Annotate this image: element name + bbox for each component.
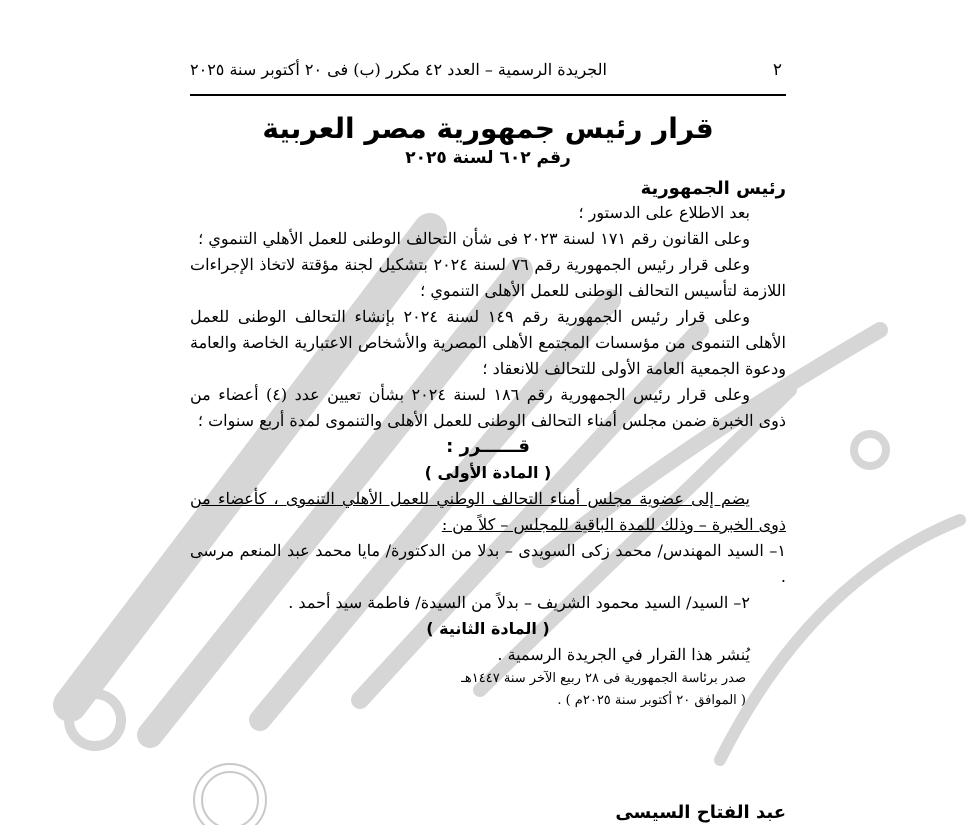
page-header bbox=[190, 60, 786, 84]
article-1-heading: ( المادة الأولى ) bbox=[424, 463, 552, 482]
preamble-line: بعد الاطلاع على الدستور ؛ bbox=[578, 203, 750, 222]
issue-date-gregorian: ( الموافق ٢٠ أكتوبر سنة ٢٠٢٥م ) . bbox=[557, 693, 746, 708]
running-head: الجريدة الرسمية – العدد ٤٢ مكرر (ب) فى ٢٠ أكتوبر سنة ٢٠٢٥ bbox=[190, 60, 607, 79]
page-number: ٢ bbox=[772, 60, 782, 80]
article-2-text: يُنشر هذا القرار في الجريدة الرسمية . bbox=[497, 645, 750, 664]
decided-heading: قــــــرر : bbox=[446, 436, 530, 457]
header-rule bbox=[190, 94, 786, 96]
preamble-line: وعلى قرار رئيس الجمهورية رقم ٧٦ لسنة ٢٠٢٤ بتشكيل لجنة مؤقتة لاتخاذ الإجراءات اللازمة لتأسيس التحالف الوطنى للعمل الأهلى التنموي ؛ bbox=[190, 255, 786, 300]
article-1-text: يضم إلى عضوية مجلس أمناء التحالف الوطني للعمل الأهلي التنموى ، كأعضاء من ذوى الخبرة – وذلك للمدة الباقية للمجلس – كلاً من : bbox=[190, 489, 786, 534]
decree-body bbox=[190, 200, 786, 712]
preamble-line: وعلى قرار رئيس الجمهورية رقم ١٨٦ لسنة ٢٠٢٤ بشأن تعيين عدد (٤) أعضاء من ذوى الخبرة ضمن مجلس أمناء التحالف الوطنى للعمل الأهلى والتنموى لمدة أربع سنوات ؛ bbox=[190, 385, 786, 430]
article-1-item: ١– السيد المهندس/ محمد زكى السويدى – بدلا من الدكتورة/ مايا محمد عبد المنعم مرسى . bbox=[190, 541, 786, 586]
preamble-line: وعلى القانون رقم ١٧١ لسنة ٢٠٢٣ فى شأن التحالف الوطنى للعمل الأهلي التنموي ؛ bbox=[198, 229, 750, 248]
signature: عبد الفتاح السيسى bbox=[615, 802, 786, 823]
article-2-heading: ( المادة الثانية ) bbox=[426, 619, 550, 638]
issuer-heading: رئيس الجمهورية bbox=[640, 178, 786, 199]
decree-title: قرار رئيس جمهورية مصر العربية bbox=[262, 112, 714, 145]
decree-number: رقم ٦٠٢ لسنة ٢٠٢٥ bbox=[405, 148, 571, 168]
preamble-line: وعلى قرار رئيس الجمهورية رقم ١٤٩ لسنة ٢٠٢٤ بإنشاء التحالف الوطنى للعمل الأهلى التنموى من مؤسسات المجتمع الأهلى المصرية والأشخاص الاعتبارية الخاصة والعامة ودعوة الجمعية العامة الأولى للتحالف للانعقاد ؛ bbox=[190, 307, 786, 378]
article-1-item: ٢– السيد/ السيد محمود الشريف – بدلاً من السيدة/ فاطمة سيد أحمد . bbox=[288, 593, 750, 612]
issue-date-hijri: صدر برئاسة الجمهورية فى ٢٨ ربيع الآخر سنة ١٤٤٧هـ bbox=[461, 671, 746, 686]
